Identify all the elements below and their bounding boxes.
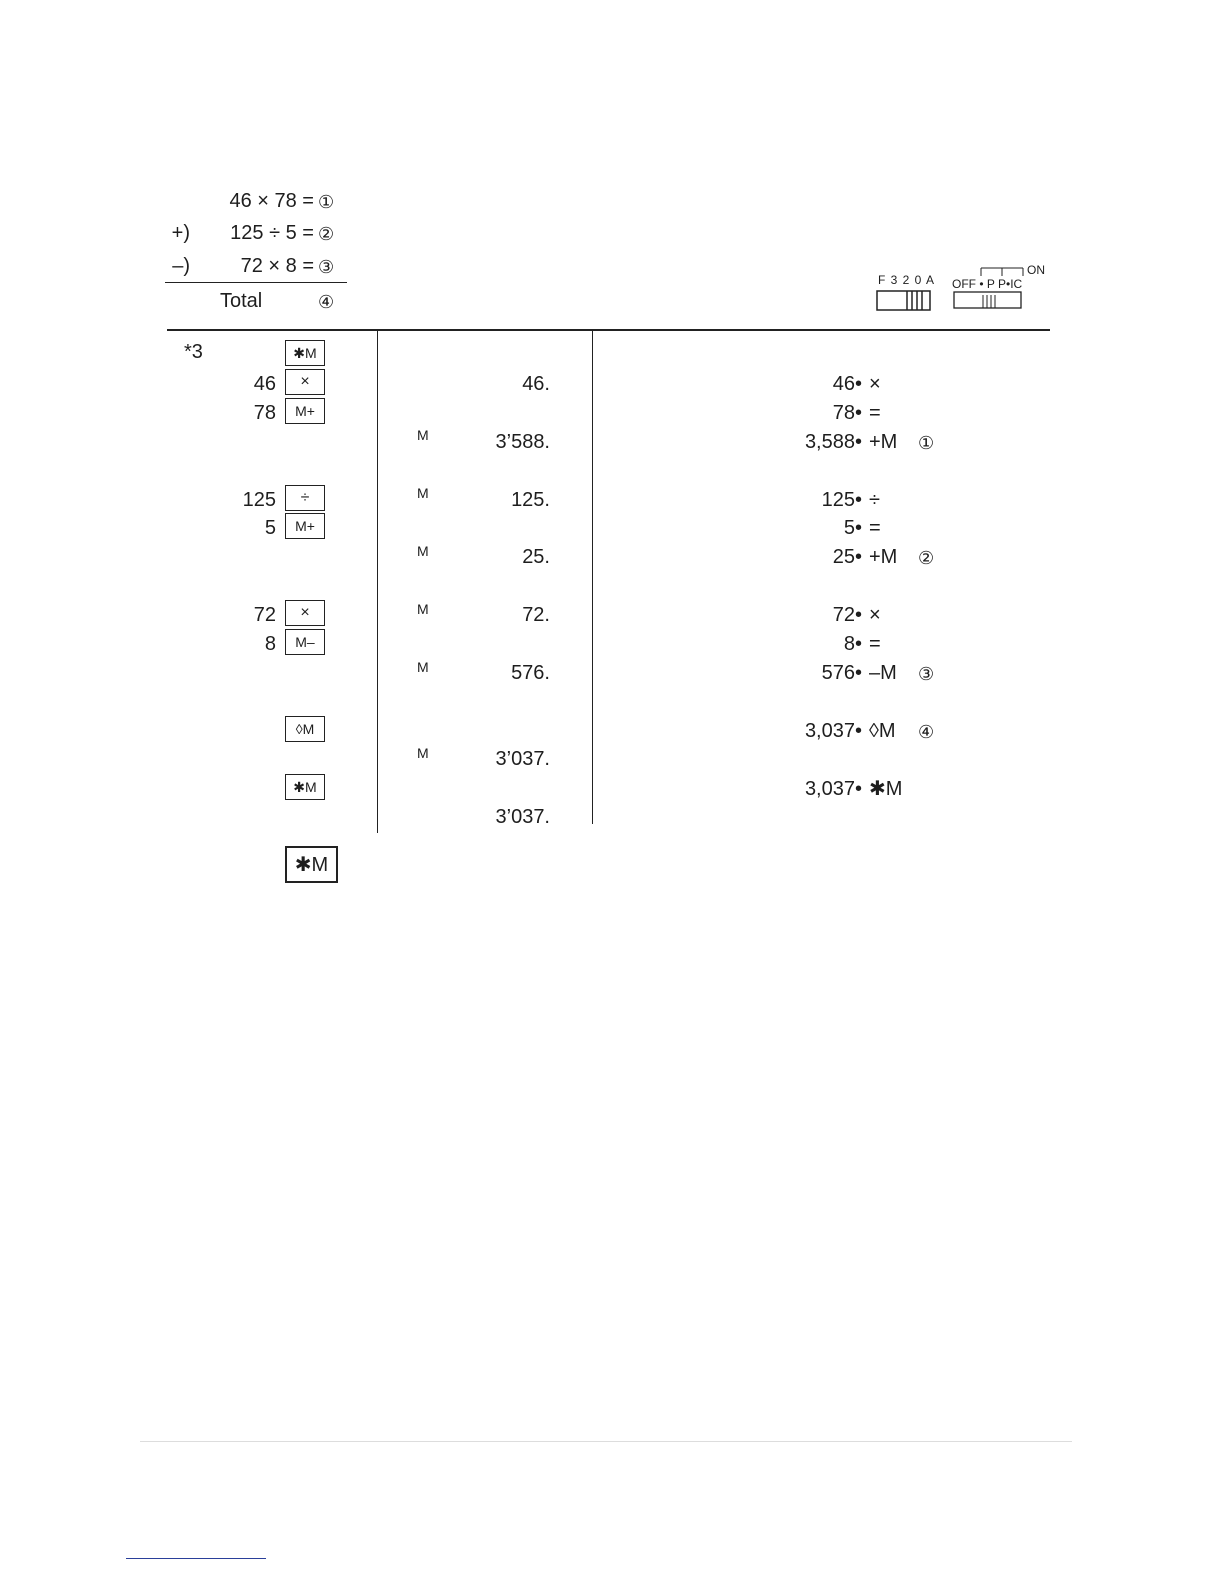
print-op-6: +M bbox=[869, 546, 898, 568]
memory-indicator: M bbox=[417, 601, 429, 617]
print-op-10: ◊M bbox=[869, 720, 896, 742]
problem-expr-1: 46 × 78 = bbox=[229, 190, 314, 212]
display-value-8: 3’037. bbox=[495, 806, 550, 828]
divide-key: ÷ bbox=[285, 485, 325, 511]
print-marker-2: ② bbox=[918, 548, 935, 568]
print-value-3: 3,588• bbox=[804, 431, 862, 453]
step-note: *3 bbox=[184, 341, 203, 363]
display-value-2: 3’588. bbox=[495, 431, 550, 453]
footnote-rule bbox=[126, 1558, 266, 1559]
mode-on-label: ON bbox=[1027, 263, 1045, 277]
print-value-2: 78• bbox=[832, 402, 862, 424]
print-value-8: 8• bbox=[843, 633, 862, 655]
display-value-6: 576. bbox=[511, 662, 550, 684]
memory-indicator: M bbox=[417, 659, 429, 675]
input-125: 125 bbox=[242, 489, 276, 511]
table-top-rule bbox=[167, 329, 1050, 331]
mode-switch-label: OFF • P P•IC bbox=[952, 277, 1023, 291]
memory-minus-key: M– bbox=[285, 629, 325, 655]
multiply-key: × bbox=[285, 369, 325, 395]
memory-plus-key-2: M+ bbox=[285, 513, 325, 539]
input-8: 8 bbox=[264, 633, 276, 655]
print-op-8: = bbox=[869, 633, 881, 655]
print-op-1: × bbox=[869, 373, 881, 395]
print-marker-3: ③ bbox=[918, 664, 935, 684]
print-value-6: 25• bbox=[832, 546, 862, 568]
print-value-4: 125• bbox=[821, 489, 862, 511]
multiply-key-2: × bbox=[285, 600, 325, 626]
memory-total-key: ✱M bbox=[285, 340, 325, 366]
problem-marker-1: ① bbox=[318, 192, 335, 212]
problem-expr-2: 125 ÷ 5 = bbox=[230, 222, 314, 244]
input-78: 78 bbox=[253, 402, 276, 424]
input-46: 46 bbox=[253, 373, 276, 395]
print-op-3: +M bbox=[869, 431, 898, 453]
print-op-4: ÷ bbox=[869, 489, 880, 511]
total-marker: ④ bbox=[318, 292, 335, 312]
print-value-11: 3,037• bbox=[804, 778, 862, 800]
print-value-5: 5• bbox=[843, 517, 862, 539]
memory-indicator: M bbox=[417, 543, 429, 559]
print-marker-4: ④ bbox=[918, 722, 935, 742]
display-value-3: 125. bbox=[511, 489, 550, 511]
problem-sign-3: –) bbox=[172, 255, 190, 277]
memory-total-key-2: ✱M bbox=[285, 774, 325, 800]
mode-switch-icon bbox=[953, 291, 1023, 311]
memory-indicator: M bbox=[417, 427, 429, 443]
print-value-7: 72• bbox=[832, 604, 862, 626]
footer-rule bbox=[140, 1441, 1072, 1442]
display-value-1: 46. bbox=[522, 373, 550, 395]
problem-marker-2: ② bbox=[318, 224, 335, 244]
memory-total-key-large: ✱M bbox=[285, 846, 338, 883]
print-marker-1: ① bbox=[918, 433, 935, 453]
print-value-1: 46• bbox=[832, 373, 862, 395]
print-op-5: = bbox=[869, 517, 881, 539]
problem-sign-2: +) bbox=[171, 222, 190, 244]
column-divider-2 bbox=[592, 331, 593, 824]
print-op-11: ✱M bbox=[869, 778, 903, 800]
decimal-switch-label: F 3 2 0 A bbox=[878, 273, 936, 287]
column-divider-1 bbox=[377, 331, 378, 833]
total-label: Total bbox=[220, 290, 263, 312]
memory-indicator: M bbox=[417, 745, 429, 761]
input-5: 5 bbox=[264, 517, 276, 539]
print-op-7: × bbox=[869, 604, 881, 626]
print-value-9: 576• bbox=[821, 662, 862, 684]
mode-bracket-icon bbox=[978, 265, 1026, 277]
print-op-2: = bbox=[869, 402, 881, 424]
memory-subtotal-key: ◊M bbox=[285, 716, 325, 742]
memory-plus-key: M+ bbox=[285, 398, 325, 424]
sum-rule bbox=[165, 282, 347, 283]
display-value-5: 72. bbox=[522, 604, 550, 626]
input-72: 72 bbox=[253, 604, 276, 626]
decimal-switch-icon bbox=[876, 290, 932, 312]
display-value-7: 3’037. bbox=[495, 748, 550, 770]
print-value-10: 3,037• bbox=[804, 720, 862, 742]
problem-marker-3: ③ bbox=[318, 257, 335, 277]
display-value-4: 25. bbox=[522, 546, 550, 568]
problem-expr-3: 72 × 8 = bbox=[240, 255, 314, 277]
print-op-9: –M bbox=[869, 662, 897, 684]
memory-indicator: M bbox=[417, 485, 429, 501]
